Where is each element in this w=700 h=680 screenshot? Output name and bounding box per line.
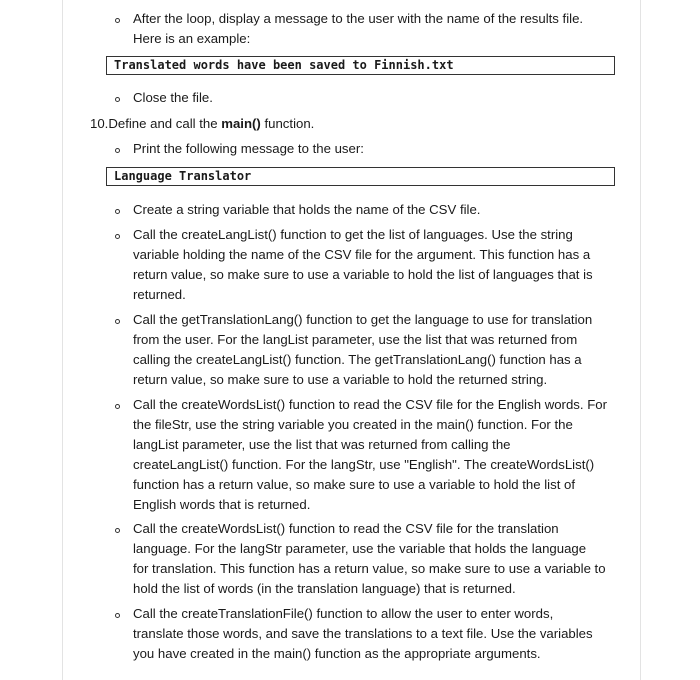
bullet-marker [115,209,120,214]
code-example-saved: Translated words have been saved to Finnish.txt [106,56,615,75]
bullet-line: Call the createTranslationFile() function to allow the user to enter words, [133,606,554,621]
bullet-marker [115,234,120,239]
bullet-line: return value, so make sure to use a variable to hold the list of languages that is [133,267,593,282]
bullet-marker [115,404,120,409]
bullet-create-words-english [133,395,608,515]
bullet-line: language. For the langStr parameter, use the variable that holds the language [133,541,587,556]
step-main-bold: main() [221,116,261,131]
bullet-line: Call the createWordsList() function to read the CSV file for the English words. For [133,397,607,412]
bullet-marker [115,18,120,23]
code-example-title: Language Translator [106,167,615,186]
bullet-line: Create a string variable that holds the name of the CSV file. [133,202,481,217]
intro-line-1: After the loop, display a message to the user with the name of the results file. [133,11,584,26]
bullet-line: hold the list of words (in the translation language) that is returned. [133,581,516,596]
bullet-line: English words that is returned. [133,497,311,512]
step-number: 10. [90,116,109,131]
bullet-marker [115,319,120,324]
page-left-edge [62,0,63,680]
bullet-line: translate those words, and save the translations to a text file. Use the variables [133,626,593,641]
bullet-line: Call the createLangList() function to get the list of languages. Use the string [133,227,573,242]
step-text-after: function. [260,116,315,131]
bullet-line: for translation. This function has a return value, so make sure to use a variable to [133,561,606,576]
bullet-marker [115,148,120,153]
close-file-bullet: Close the file. [133,90,213,105]
bullet-marker [115,97,120,102]
intro-bullet-text [133,9,633,49]
bullet-line: createLangList() function. For the langStr, use "English". The createWordsList() [133,457,595,472]
bullet-line: return value, so make sure to use a variable to hold the returned string. [133,372,548,387]
bullet-line: the fileStr, use the string variable you created in the main() function. For the [133,417,573,432]
step-10 [90,114,314,134]
page-right-edge [640,0,641,680]
bullet-line: calling the createLangList() function. The getTranslationLang() function has a [133,352,582,367]
bullet-create-words-translation [133,519,608,599]
bullet-line: you have created in the main() function as the appropriate arguments. [133,646,541,661]
bullet-marker [115,613,120,618]
bullet-line: Call the getTranslationLang() function to get the language to use for translation [133,312,593,327]
bullet-line: function has a return value, so make sure to use a variable to hold the list of [133,477,576,492]
intro-line-2: Here is an example: [133,31,251,46]
step-text-before: Define and call the [108,116,222,131]
print-message-bullet: Print the following message to the user: [133,141,364,156]
bullet-line: returned. [133,287,186,302]
bullet-line: variable holding the name of the CSV file for the argument. This function has a [133,247,591,262]
bullet-create-string [133,200,608,220]
bullet-marker [115,528,120,533]
bullet-line: from the user. For the langList parameter, use the list that was returned from [133,332,578,347]
bullet-get-translation-lang [133,310,608,390]
bullet-line: langList parameter, use the list that was returned from calling the [133,437,511,452]
bullet-line: Call the createWordsList() function to read the CSV file for the translation [133,521,559,536]
bullet-create-translation-file [133,604,608,664]
bullet-create-lang-list [133,225,608,305]
